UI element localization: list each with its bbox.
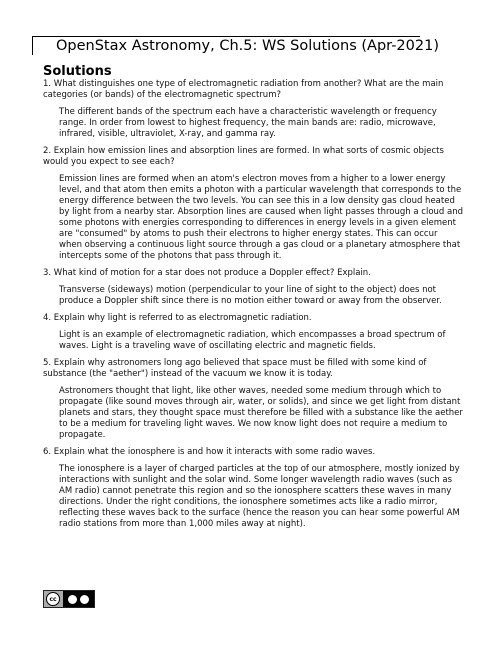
document-title: OpenStax Astronomy, Ch.5: WS Solutions (Apr-2021) bbox=[56, 38, 439, 54]
qa-item-5 bbox=[43, 358, 463, 441]
section-heading: Solutions bbox=[43, 64, 112, 79]
qa-item-3 bbox=[43, 268, 463, 307]
question-5: 5. Explain why astronomers long ago believed that space must be filled with some kind of substance (the "aether") instead of the vacuum we know it is today. bbox=[43, 358, 427, 379]
question-6: 6. Explain what the ionosphere is and how it interacts with some radio waves. bbox=[43, 447, 376, 457]
answer-3: Transverse (sideways) motion (perpendicular to your line of sight to the object) does not produce a Doppler shift since there is no motion either toward or away from the observer. bbox=[59, 285, 442, 306]
answer-4: Light is an example of electromagnetic radiation, which encompasses a broad spectrum of waves. Light is a traveling wave of oscillating electric and magnetic fields. bbox=[59, 330, 446, 351]
attribution-icon bbox=[68, 595, 77, 604]
answer-5: Astronomers thought that light, like other waves, needed some medium through which to propagate (like sound moves through air, water, or solids), and since we get light from distant planets and stars, they thought space must therefore be filled with a substance like the aether to be a medium for traveling light waves. We now know light does not require a medium to propagate. bbox=[59, 386, 463, 440]
question-1: 1. What distinguishes one type of electromagnetic radiation from another? What are the main categories (or bands) of the electromagnetic spectrum? bbox=[43, 79, 444, 100]
answer-6: The ionosphere is a layer of charged particles at the top of our atmosphere, mostly ionized by interactions with sunlight and the solar wind. Some longer wavelength radio waves (such as AM radio) cannot penetrate this region and so the ionosphere scatters these waves in many directions. Under the right conditions, the ionosphere sometimes acts like a radio mirror, reflecting these waves back to the surface (hence the reason you can hear some powerful AM radio stations from more than 1,000 miles away at night). bbox=[59, 464, 460, 529]
creative-commons-icon: cc bbox=[46, 592, 60, 606]
header-rule-tick bbox=[32, 36, 33, 55]
qa-item-6 bbox=[43, 447, 463, 530]
license-terms-icons bbox=[63, 591, 94, 607]
qa-list bbox=[43, 79, 463, 536]
qa-item-4 bbox=[43, 313, 463, 352]
question-3: 3. What kind of motion for a star does not produce a Doppler effect? Explain. bbox=[43, 268, 371, 278]
creative-commons-license-badge bbox=[43, 590, 95, 608]
question-4: 4. Explain why light is referred to as electromagnetic radiation. bbox=[43, 313, 312, 323]
qa-item-1 bbox=[43, 79, 463, 140]
share-alike-icon bbox=[80, 595, 89, 604]
question-2: 2. Explain how emission lines and absorption lines are formed. In what sorts of cosmic objects would you expect to see each? bbox=[43, 146, 444, 167]
answer-1: The different bands of the spectrum each have a characteristic wavelength or frequency range. In order from lowest to highest frequency, the main bands are: radio, microwave, infrared, visible, ultraviolet, X-ray, and gamma ray. bbox=[59, 107, 437, 139]
answer-2: Emission lines are formed when an atom's electron moves from a higher to a lower energy level, and that atom then emits a photon with a particular wavelength that corresponds to the energy difference between the two levels. You can see this in a low density gas cloud heated by light from a nearby star. Absorption lines are caused when light passes through a cloud and some photons with energies corresponding to differences in energy levels in a given element are "consumed" by atoms to push their electrons to higher energy states. This can occur when observing a continuous light source through a gas cloud or a planetary atmosphere that intercepts some of the photons that pass through it. bbox=[59, 174, 463, 261]
qa-item-2 bbox=[43, 146, 463, 262]
